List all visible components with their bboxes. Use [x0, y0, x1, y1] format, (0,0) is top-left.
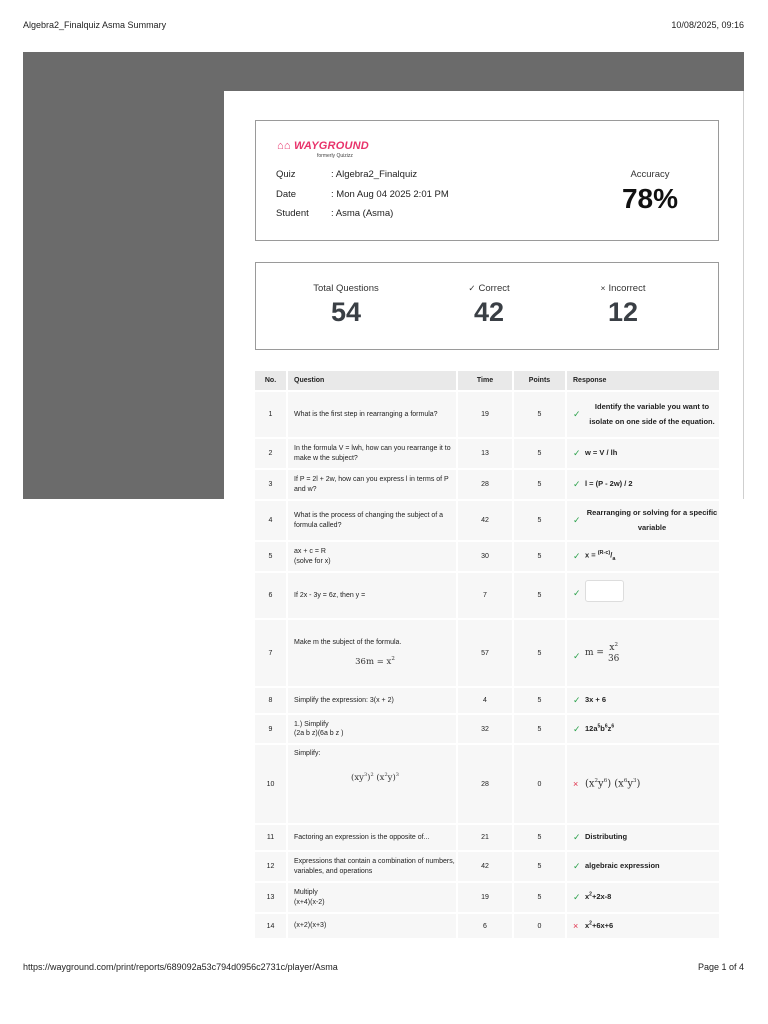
stats-card	[255, 262, 719, 350]
check-icon: ✓	[468, 283, 476, 293]
response-expression: $(x^2y^6)$ $(x^6y^3)$	[585, 778, 641, 790]
row-question: In the formula V = lwh, how can you rearrange it to make w the subject?	[288, 439, 458, 468]
row-no: 13	[255, 883, 288, 912]
row-question: Simplify: $(xy^3)^2$ $(x^2y)^3$	[288, 745, 458, 823]
row-question: What is the first step in rearranging a formula?	[288, 392, 458, 437]
row-points: 5	[514, 688, 567, 713]
row-question: If P = 2l + 2w, how can you express l in terms of P and w?	[288, 470, 458, 499]
student-label: Student	[276, 208, 309, 219]
accuracy-value: 78%	[621, 183, 678, 214]
row-response: ✓ w = V / lh	[567, 439, 719, 468]
total-questions-stat	[286, 283, 406, 328]
table-row	[255, 470, 719, 501]
row-response: ✓ l = (P - 2w) / 2	[567, 470, 719, 499]
row-response: ✓ $x^2+2x-8$	[567, 883, 719, 912]
check-icon: ✓	[573, 587, 581, 598]
check-icon: ✓	[573, 832, 581, 842]
row-question: If 2x - 3y = 6z, then y =	[288, 573, 458, 618]
table-row	[255, 715, 719, 745]
col-time-header: Time	[458, 371, 514, 390]
row-no: 10	[255, 745, 288, 823]
row-points: 5	[514, 501, 567, 540]
page-backdrop-top	[23, 52, 744, 91]
row-response: × $x^2+6x+6$	[567, 914, 719, 938]
table-row	[255, 852, 719, 883]
table-row	[255, 914, 719, 940]
row-response: ✓ 3x + 6	[567, 688, 719, 713]
row-time: 19	[458, 392, 514, 437]
accuracy-label: Accuracy	[630, 169, 670, 180]
col-no-header: No.	[255, 371, 288, 390]
row-points: 0	[514, 914, 567, 938]
page-edge	[743, 91, 744, 499]
row-points: 0	[514, 745, 567, 823]
print-datetime: 10/08/2025, 09:16	[671, 20, 744, 30]
row-question: 1.) Simplify (2a b z)(6a b z )	[288, 715, 458, 743]
col-points-header: Points	[514, 371, 567, 390]
row-points: 5	[514, 620, 567, 686]
row-no: 14	[255, 914, 288, 938]
page-backdrop-side	[23, 91, 224, 499]
check-icon: ✓	[573, 409, 581, 419]
logo-mark-icon: ⌂⌂	[277, 140, 294, 152]
row-points: 5	[514, 439, 567, 468]
row-time: 28	[458, 470, 514, 499]
row-question: Expressions that contain a combination of numbers, variables, and operations	[288, 852, 458, 881]
row-no: 2	[255, 439, 288, 468]
table-row	[255, 620, 719, 688]
row-time: 6	[458, 914, 514, 938]
empty-answer-box	[585, 580, 624, 602]
check-icon: ✓	[573, 448, 581, 458]
print-title: Algebra2_Finalquiz Asma Summary	[23, 20, 167, 30]
row-response: ✓ $12a^5b^6z^6$	[567, 715, 719, 743]
row-question: Factoring an expression is the opposite of...	[288, 825, 458, 850]
row-question: Multiply (x+4)(x-2)	[288, 883, 458, 912]
incorrect-value: 12	[607, 297, 639, 327]
row-no: 9	[255, 715, 288, 743]
table-row	[255, 573, 719, 620]
check-icon: ✓	[573, 515, 581, 525]
cross-icon: ×	[573, 921, 579, 931]
row-points: 5	[514, 470, 567, 499]
col-question-header: Question	[288, 371, 458, 390]
row-no: 6	[255, 573, 288, 618]
row-response: ✓ m = $x^2$ 36	[567, 620, 719, 686]
row-time: 42	[458, 501, 514, 540]
cross-icon: ×	[573, 778, 579, 789]
correct-value: 42	[473, 297, 505, 327]
date-label: Date	[276, 188, 297, 200]
row-question: ax + c = R (solve for x)	[288, 542, 458, 571]
check-icon: ✓	[573, 695, 581, 705]
row-points: 5	[514, 573, 567, 618]
row-question: Simplify the expression: 3(x + 2)	[288, 688, 458, 713]
quiz-label: Quiz	[276, 169, 296, 180]
wayground-logo: ⌂⌂ WAYGROUND formerly Quizizz	[277, 140, 369, 159]
row-time: 28	[458, 745, 514, 823]
row-question: Make m the subject of the formula. $36m = x^2$	[288, 620, 458, 686]
table-row	[255, 542, 719, 573]
print-url: https://wayground.com/print/reports/689092a53c794d0956c2731c/player/Asma	[23, 962, 338, 972]
incorrect-label: Incorrect	[608, 283, 646, 294]
row-time: 4	[458, 688, 514, 713]
check-icon: ✓	[573, 551, 581, 561]
table-row	[255, 392, 719, 439]
row-no: 1	[255, 392, 288, 437]
row-no: 11	[255, 825, 288, 850]
row-points: 5	[514, 715, 567, 743]
row-response: ✓ Distributing	[567, 825, 719, 850]
row-response: ✓ Identify the variable you want to isolate on one side of the equation.	[567, 392, 719, 437]
student-value: : Asma (Asma)	[331, 208, 394, 219]
row-time: 42	[458, 852, 514, 881]
quiz-value: : Algebra2_Finalquiz	[331, 169, 418, 180]
table-row	[255, 883, 719, 914]
total-questions-value: 54	[330, 297, 362, 327]
row-time: 57	[458, 620, 514, 686]
row-response	[567, 745, 719, 823]
row-response	[567, 573, 719, 618]
row-no: 4	[255, 501, 288, 540]
row-no: 7	[255, 620, 288, 686]
row-points: 5	[514, 392, 567, 437]
logo-subtitle: formerly Quizizz	[317, 153, 353, 159]
row-no: 5	[255, 542, 288, 571]
check-icon: ✓	[573, 479, 581, 489]
row-time: 21	[458, 825, 514, 850]
row-points: 5	[514, 883, 567, 912]
check-icon: ✓	[573, 892, 581, 902]
date-value: : Mon Aug 04 2025 2:01 PM	[331, 188, 449, 200]
row-response: ✓ $x = ^{(R-c)}/_a$	[567, 542, 719, 571]
responses-table	[255, 371, 719, 940]
summary-card	[255, 120, 719, 241]
col-response-header: Response	[567, 371, 719, 390]
row-time: 32	[458, 715, 514, 743]
cross-icon: ×	[600, 283, 606, 293]
row-points: 5	[514, 542, 567, 571]
row-response: ✓ Rearranging or solving for a specific variable	[567, 501, 719, 540]
row-time: 13	[458, 439, 514, 468]
row-no: 3	[255, 470, 288, 499]
table-row	[255, 825, 719, 852]
incorrect-stat	[563, 283, 683, 328]
row-no: 8	[255, 688, 288, 713]
row-question: What is the process of changing the subject of a formula called?	[288, 501, 458, 540]
check-icon: ✓	[573, 723, 581, 734]
row-points: 5	[514, 852, 567, 881]
table-row	[255, 745, 719, 825]
quiz-info	[276, 169, 449, 228]
total-questions-label: Total Questions	[313, 283, 379, 294]
row-time: 30	[458, 542, 514, 571]
check-icon: ✓	[573, 861, 581, 871]
table-row	[255, 439, 719, 470]
row-question: (x+2)(x+3)	[288, 914, 458, 938]
page-number: Page 1 of 4	[697, 962, 744, 972]
table-header-row	[255, 371, 719, 392]
correct-label: Correct	[478, 283, 510, 294]
accuracy-block	[622, 169, 678, 215]
row-no: 12	[255, 852, 288, 881]
correct-stat	[429, 283, 549, 328]
row-time: 19	[458, 883, 514, 912]
table-row	[255, 688, 719, 715]
table-row	[255, 501, 719, 542]
check-icon: ✓	[573, 650, 581, 661]
row-response: ✓ algebraic expression	[567, 852, 719, 881]
question-expression: $(xy^3)^2$ $(x^2y)^3$	[351, 772, 399, 784]
row-points: 5	[514, 825, 567, 850]
row-time: 7	[458, 573, 514, 618]
